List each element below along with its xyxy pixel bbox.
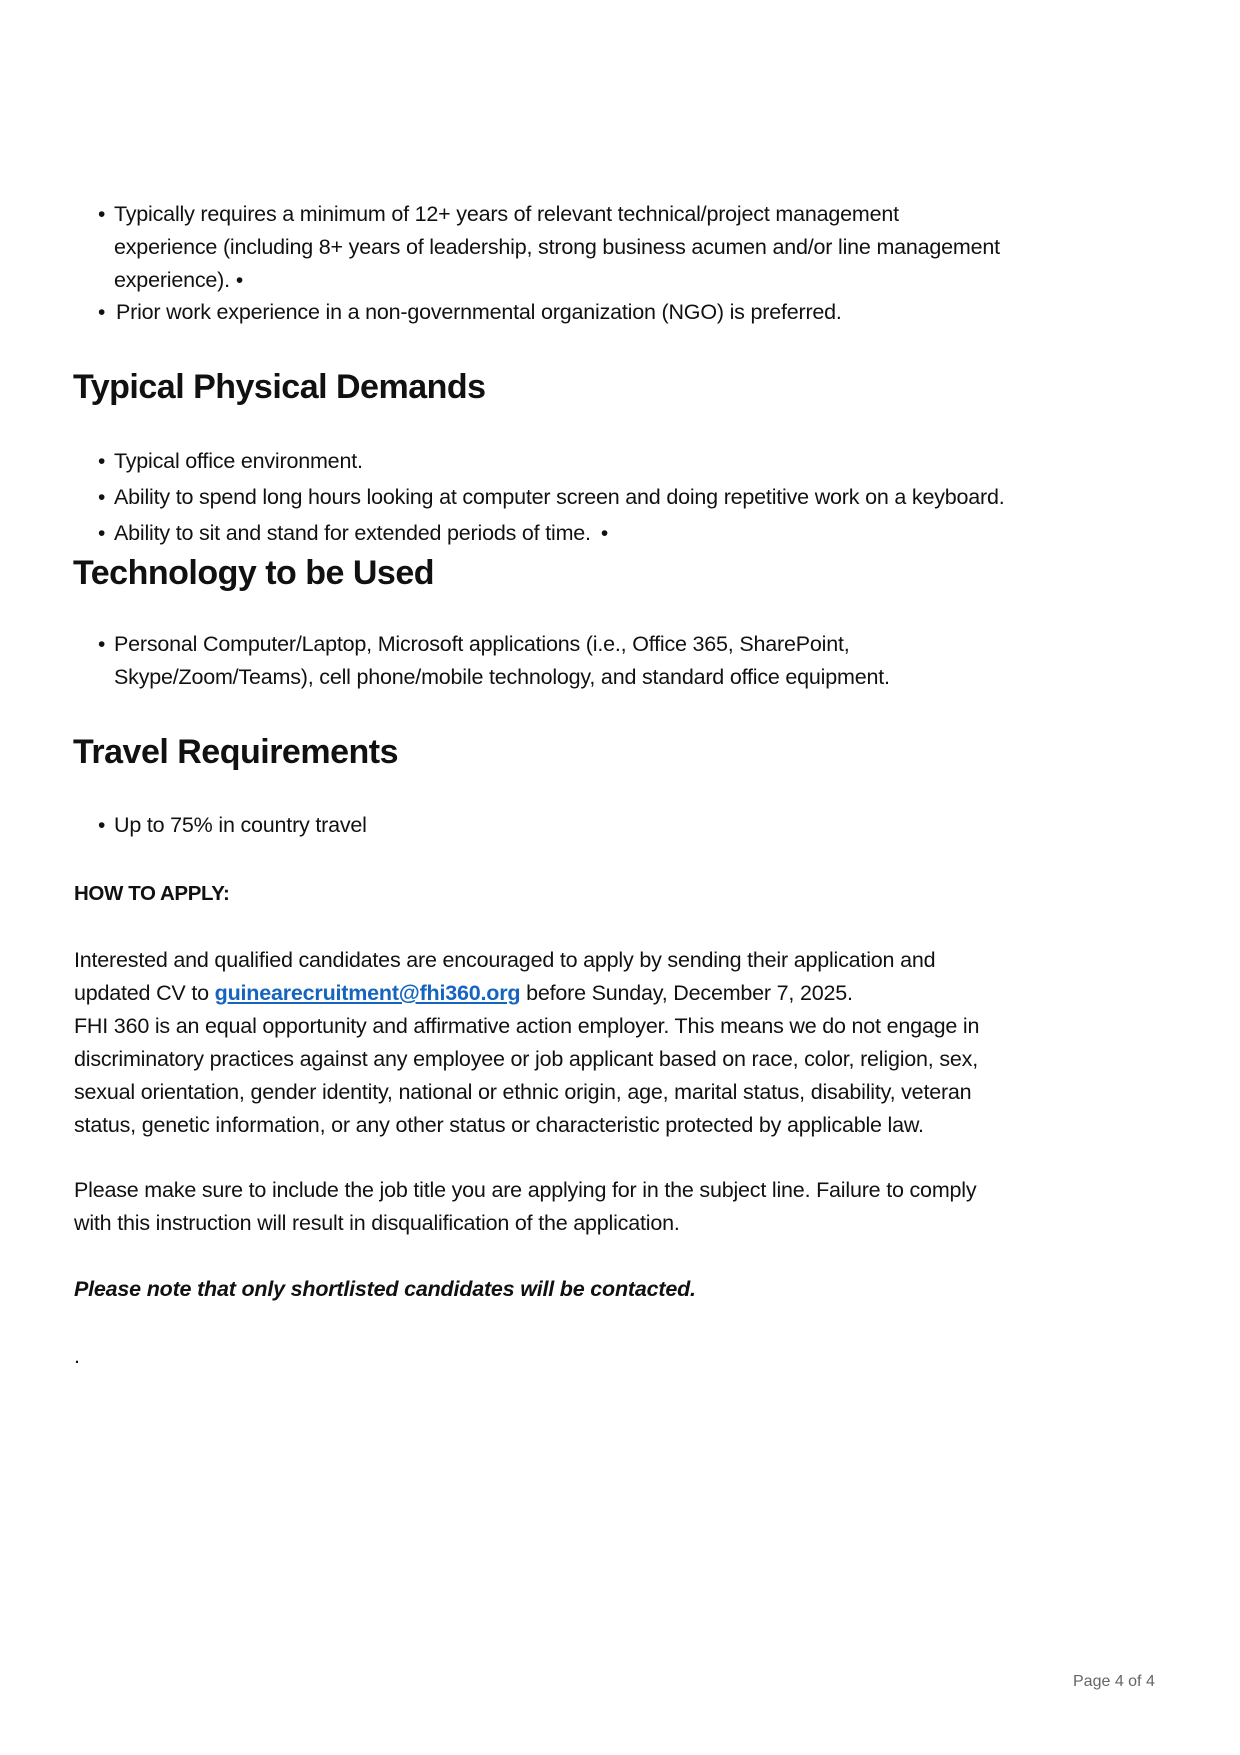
section-heading-travel: Travel Requirements [73, 733, 398, 771]
how-to-apply-heading: HOW TO APPLY: [74, 882, 230, 905]
page-number: Page 4 of 4 [1073, 1673, 1155, 1690]
list-item: • Ability to spend long hours looking at computer screen and doing repetitive work on a keyboard. [114, 481, 1005, 514]
bullet-icon: • [98, 203, 106, 226]
section-heading-technology: Technology to be Used [73, 554, 435, 592]
bullet-icon: • [235, 269, 244, 292]
apply-instructions: Interested and qualified candidates are encouraged to apply by sending their application and updated CV to guinearecruitment@fhi360.org before Sunday, December 7, 2025. FHI 360 is an equal opportunity and affirmative action employer. This means we do not engage in discriminatory practices against any employee or job applicant based on race, color, religion, sex, sexual orientation, gender identity, national or ethnic origin, age, marital status, disability, veteran status, genetic information, or any other status or characteristic protected by applicable law. [74, 944, 979, 1142]
list-item: • Typical office environment. [114, 445, 363, 478]
trailing-period: . [74, 1344, 80, 1368]
bullet-icon: • [98, 522, 106, 545]
bullet-icon: • [98, 486, 106, 509]
bullet-icon: • [600, 522, 608, 545]
technology-list-item: • Personal Computer/Laptop, Microsoft applications (i.e., Office 365, SharePoint, Skype/Zoom/Teams), cell phone/mobile technology, and standard office equipment. [114, 628, 890, 694]
subject-line-instructions: Please make sure to include the job title you are applying for in the subject line. Failure to comply with this instruction will result in disqualification of the application. [74, 1178, 977, 1235]
bullet-icon: • [98, 633, 106, 656]
eeo-statement: FHI 360 is an equal opportunity and affirmative action employer. This means we do not engage in discriminatory practices against any employee or job applicant based on race, color, religion, sex, sexual orientation, gender identity, national or ethnic origin, age, marital status, disability, veteran status, genetic information, or any other status or characteristic protected by applicable law. [74, 1014, 980, 1137]
shortlist-note: Please note that only shortlisted candidates will be contacted. [74, 1277, 696, 1301]
list-item: • Ability to sit and stand for extended periods of time. • [114, 517, 608, 550]
list-item: • Prior work experience in a non-governmental organization (NGO) is preferred. [116, 296, 842, 329]
bullet-icon: • [98, 301, 106, 324]
travel-list-item: • Up to 75% in country travel [114, 809, 367, 842]
bullet-icon: • [98, 814, 106, 837]
section-heading-physical-demands: Typical Physical Demands [73, 368, 486, 406]
bullet-icon: • [98, 450, 106, 473]
email-link[interactable]: guinearecruitment@fhi360.org [214, 981, 521, 1005]
list-item: • Typically requires a minimum of 12+ years of relevant technical/project management experience (including 8+ years of leadership, strong business acumen and/or line management experience). • [114, 198, 1000, 297]
